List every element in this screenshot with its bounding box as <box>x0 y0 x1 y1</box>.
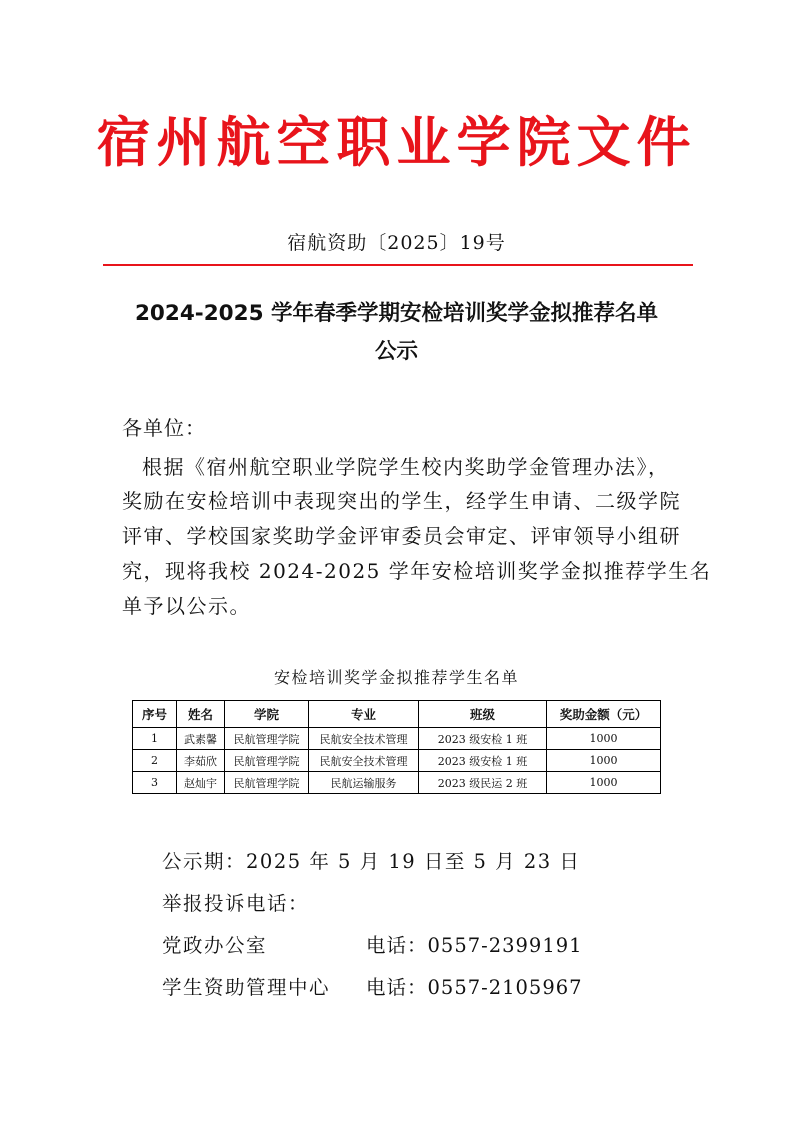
table-cell: 1000 <box>547 728 661 750</box>
table-cell: 李茹欣 <box>177 750 225 772</box>
table-row <box>133 728 661 750</box>
table-cell: 2023 级民运 2 班 <box>419 772 547 794</box>
body-paragraph-line: 根据《宿州航空职业学院学生校内奖助学金管理办法》， <box>142 455 670 479</box>
recommended-students-table <box>132 700 661 794</box>
table-cell: 武素馨 <box>177 728 225 750</box>
document-header-title: 宿州航空职业学院文件 <box>96 111 697 174</box>
notice-title-line-1: 2024-2025 学年春季学期安检培训奖学金拟推荐名单 <box>134 301 659 326</box>
body-paragraph-line: 单予以公示。 <box>122 594 251 618</box>
document-number: 宿航资助〔2025〕19号 <box>287 232 506 254</box>
body-paragraph-line: 究，现将我校 2024-2025 学年安检培训奖学金拟推荐学生名 <box>122 559 712 583</box>
salutation: 各单位： <box>122 416 206 440</box>
table-cell: 2023 级安检 1 班 <box>419 750 547 772</box>
contact-office: 党政办公室 <box>162 934 268 957</box>
table-cell: 赵灿宇 <box>177 772 225 794</box>
table-cell: 民航安全技术管理 <box>309 728 419 750</box>
table-header-row <box>133 701 661 728</box>
body-paragraph-line: 评审、学校国家奖助学金评审委员会审定、评审领导小组研 <box>122 524 681 548</box>
table-cell: 民航管理学院 <box>225 728 309 750</box>
table-cell: 1000 <box>547 750 661 772</box>
table-row <box>133 772 661 794</box>
column-header: 学院 <box>225 701 309 728</box>
table-cell: 1 <box>133 728 177 750</box>
table-caption: 安检培训奖学金拟推荐学生名单 <box>273 668 519 687</box>
notice-title-line-2: 公示 <box>374 339 418 364</box>
red-divider <box>103 264 693 266</box>
column-header: 序号 <box>133 701 177 728</box>
body-paragraph-line: 奖励在安检培训中表现突出的学生，经学生申请、二级学院 <box>122 489 681 513</box>
column-header: 姓名 <box>177 701 225 728</box>
table-cell: 1000 <box>547 772 661 794</box>
column-header: 班级 <box>419 701 547 728</box>
contact-phone: 电话：0557-2105967 <box>366 976 583 999</box>
table-cell: 3 <box>133 772 177 794</box>
contact-phone: 电话：0557-2399191 <box>366 934 583 957</box>
table-cell: 民航管理学院 <box>225 772 309 794</box>
table-cell: 民航管理学院 <box>225 750 309 772</box>
column-header: 专业 <box>309 701 419 728</box>
column-header: 奖助金额（元） <box>547 701 661 728</box>
report-heading: 举报投诉电话： <box>162 892 310 915</box>
table-cell: 民航运输服务 <box>309 772 419 794</box>
publicity-period: 公示期：2025 年 5 月 19 日至 5 月 23 日 <box>162 850 581 873</box>
table-cell: 民航安全技术管理 <box>309 750 419 772</box>
table-cell: 2 <box>133 750 177 772</box>
table-cell: 2023 级安检 1 班 <box>419 728 547 750</box>
table-row <box>133 750 661 772</box>
contact-office: 学生资助管理中心 <box>162 976 331 999</box>
